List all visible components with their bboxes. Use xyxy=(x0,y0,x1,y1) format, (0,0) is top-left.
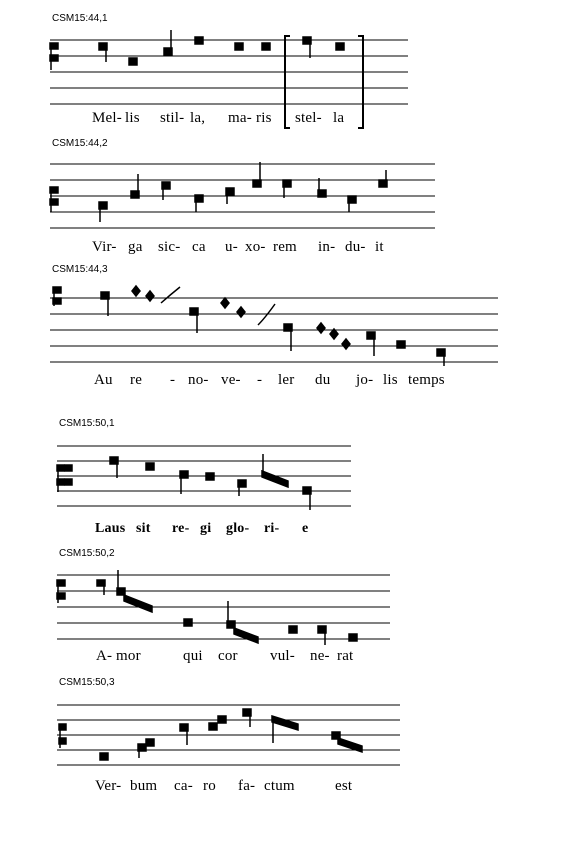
system-label: CSM15:44,3 xyxy=(52,264,108,275)
lyric-syllable: no- xyxy=(188,372,209,388)
lyric-syllable: xo- xyxy=(245,239,266,255)
lyric-syllable: in- xyxy=(318,239,336,255)
lyric-syllable: it xyxy=(375,239,384,255)
lyric-syllable: ro xyxy=(203,778,216,794)
lyric-syllable: A- xyxy=(96,648,113,664)
lyric-syllable: Ver- xyxy=(95,778,122,794)
lyric-syllable: la xyxy=(333,110,345,126)
lyric-syllable: temps xyxy=(408,372,445,388)
lyric-syllable: lis xyxy=(125,110,140,126)
lyric-syllable: du xyxy=(315,372,331,388)
lyric-syllable: - xyxy=(257,372,263,388)
lyric-syllable: stel- xyxy=(295,110,322,126)
lyric-syllable: mor xyxy=(116,648,141,664)
lyric-syllable: ler xyxy=(278,372,295,388)
lyric-syllable: ctum xyxy=(264,778,295,794)
lyric-syllable: re xyxy=(130,372,143,388)
system-label: CSM15:44,1 xyxy=(52,13,108,24)
system-label: CSM15:44,2 xyxy=(52,138,108,149)
lyric-syllable: ma- xyxy=(228,110,252,126)
lyric-syllable: jo- xyxy=(356,372,374,388)
lyric-syllable: ca- xyxy=(174,778,193,794)
lyric-syllable: sit xyxy=(136,521,151,536)
lyric-syllable: bum xyxy=(130,778,158,794)
system-label: CSM15:50,2 xyxy=(59,548,115,559)
lyric-syllable: re- xyxy=(172,521,190,536)
lyric-syllable: glo- xyxy=(226,521,250,536)
lyric-syllable: qui xyxy=(183,648,203,664)
lyric-syllable: Vir- xyxy=(92,239,117,255)
system-label: CSM15:50,3 xyxy=(59,677,115,688)
lyric-syllable: ve- xyxy=(221,372,241,388)
lyric-syllable: la, xyxy=(190,110,206,126)
lyric-syllable: ga xyxy=(128,239,143,255)
lyric-syllable: lis xyxy=(383,372,398,388)
lyric-syllable: sic- xyxy=(158,239,181,255)
lyric-syllable: vul- xyxy=(270,648,295,664)
lyric-syllable: rem xyxy=(273,239,297,255)
lyric-syllable: ne- xyxy=(310,648,330,664)
lyric-syllable: Au xyxy=(94,372,113,388)
lyric-syllable: Mel- xyxy=(92,110,122,126)
lyric-syllable: rat xyxy=(337,648,354,664)
lyrics-line xyxy=(0,778,576,798)
lyric-syllable: u- xyxy=(225,239,238,255)
lyric-syllable: du- xyxy=(345,239,366,255)
lyric-syllable: fa- xyxy=(238,778,256,794)
lyric-syllable: ca xyxy=(192,239,206,255)
system-label: CSM15:50,1 xyxy=(59,418,115,429)
lyric-syllable: Laus xyxy=(95,521,126,536)
lyric-syllable: ris xyxy=(256,110,272,126)
lyric-syllable: cor xyxy=(218,648,238,664)
lyric-syllable: est xyxy=(335,778,353,794)
lyric-syllable: ri- xyxy=(264,521,280,536)
lyric-syllable: - xyxy=(170,372,176,388)
lyric-syllable: stil- xyxy=(160,110,185,126)
lyric-syllable: gi xyxy=(200,521,212,536)
lyric-syllable: e xyxy=(302,521,309,536)
